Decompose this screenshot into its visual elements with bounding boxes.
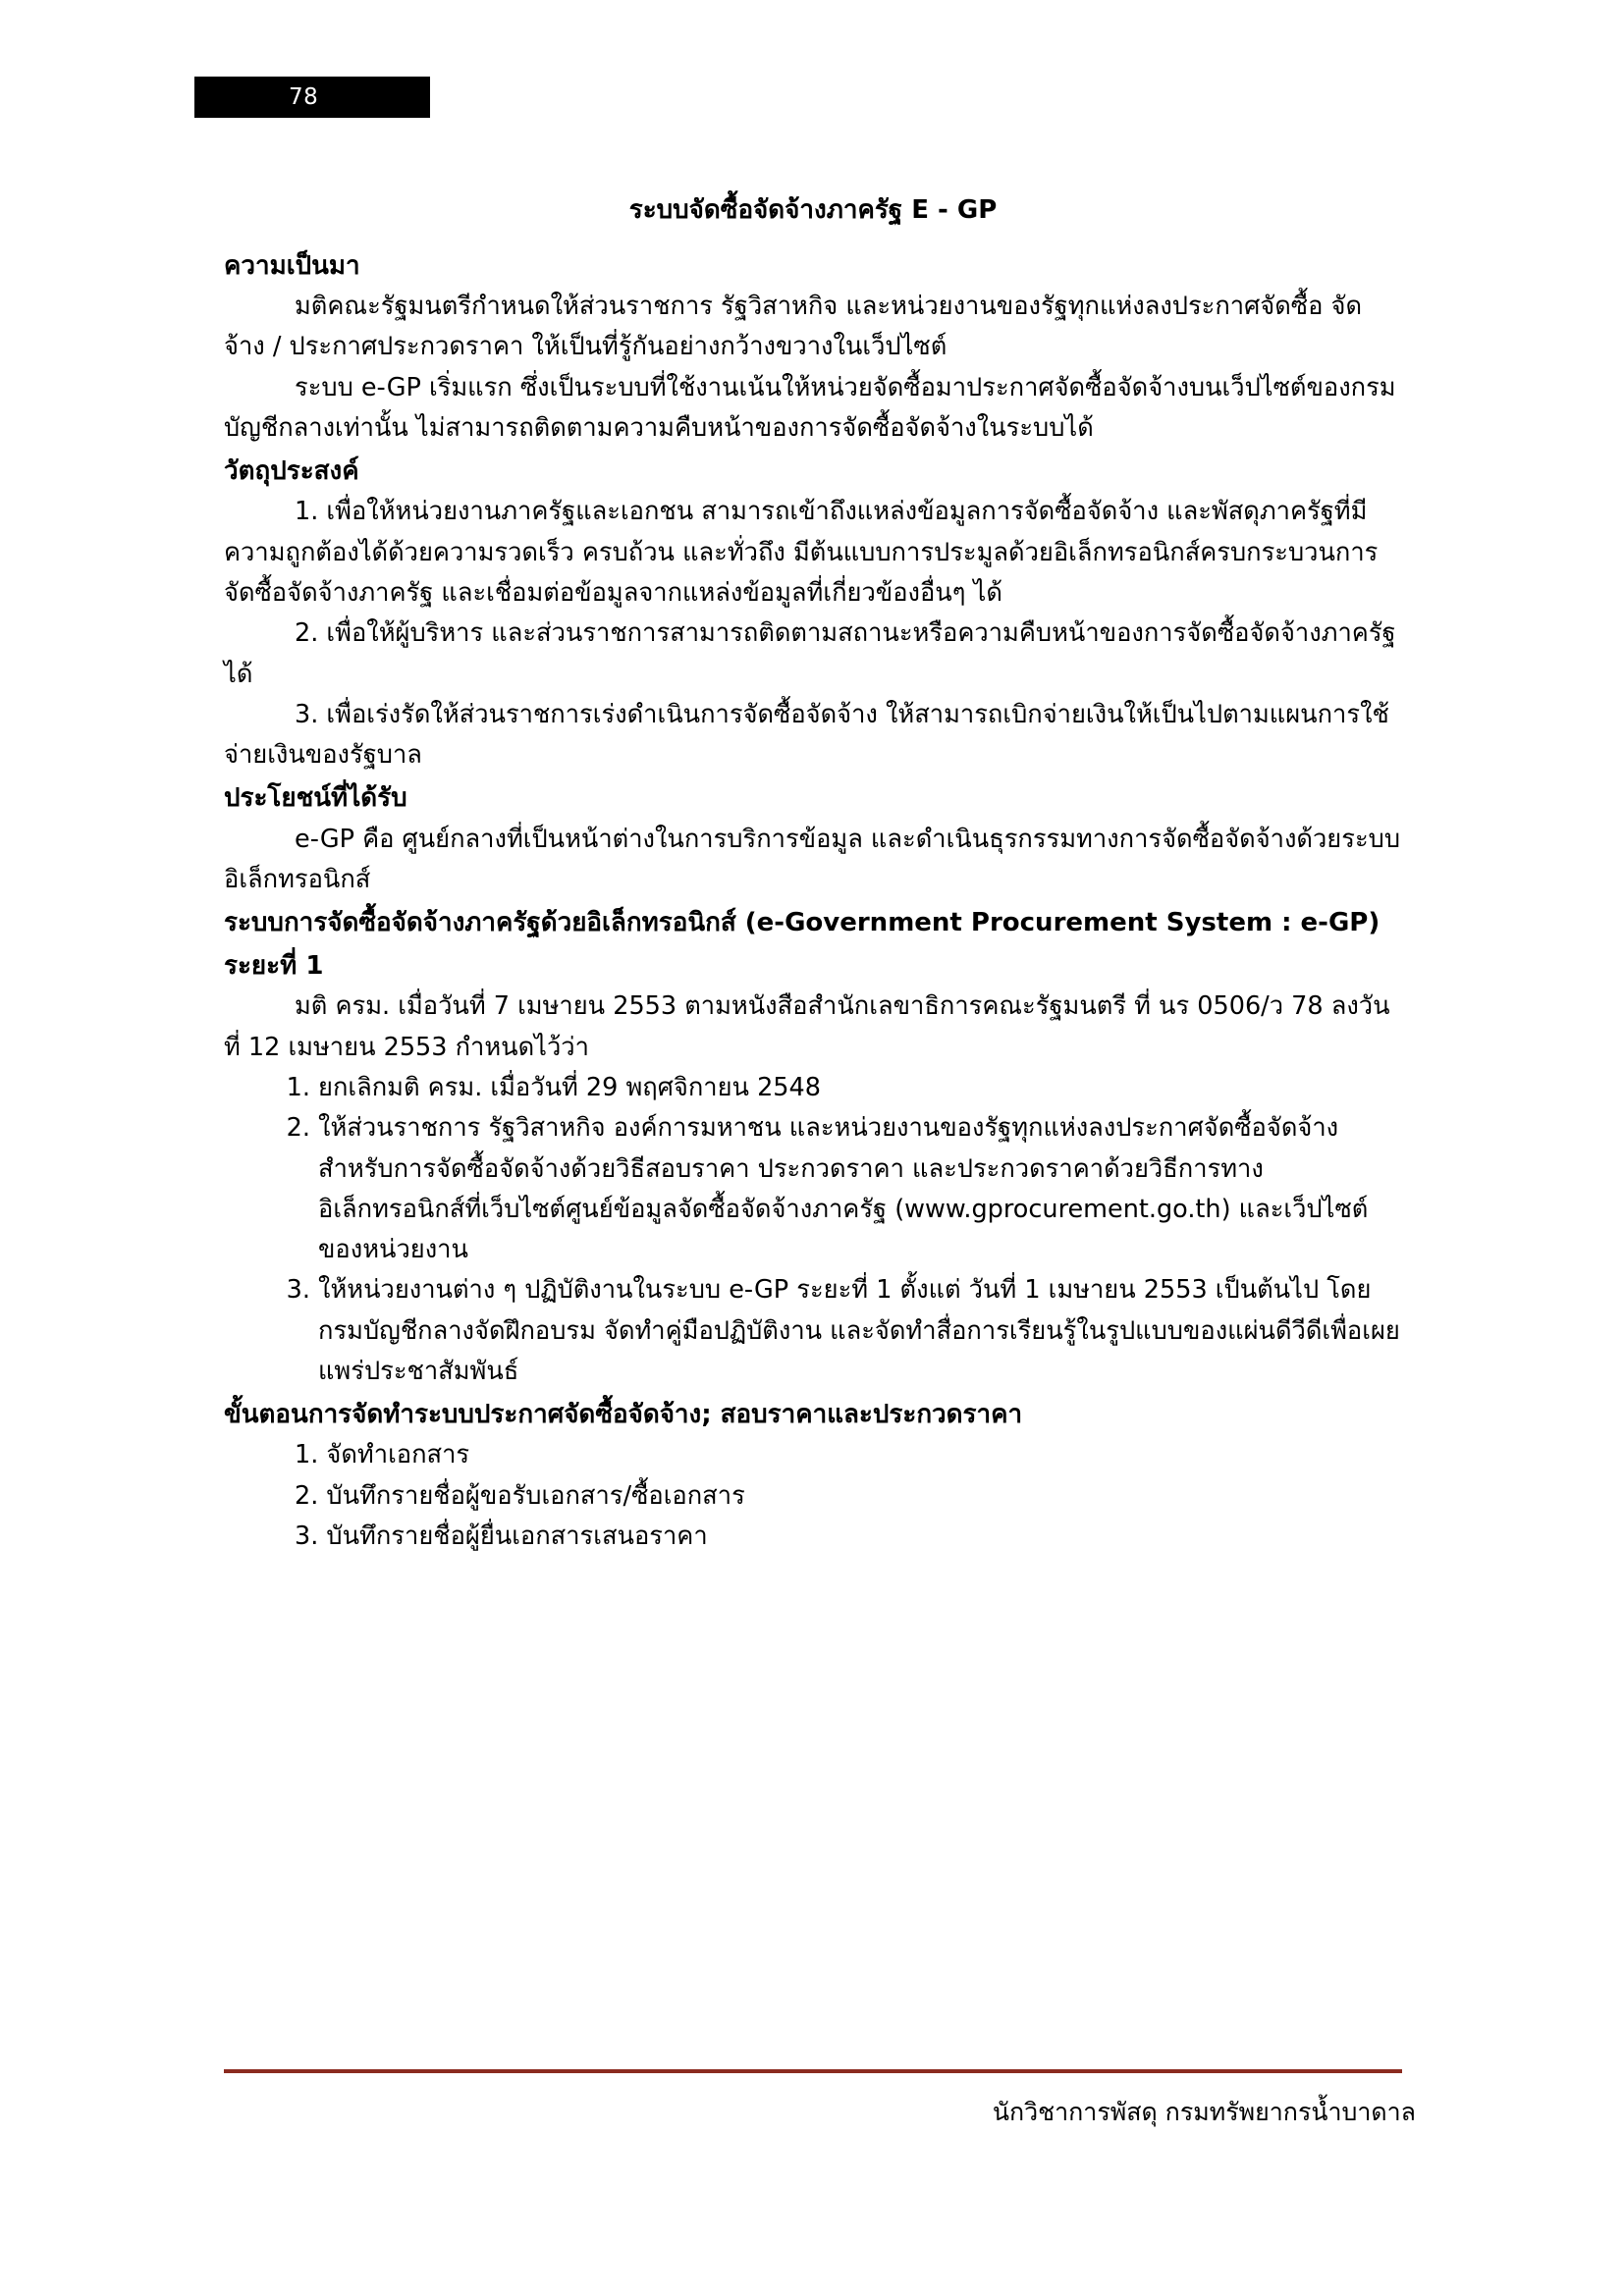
document-body <box>224 191 1402 1557</box>
paragraph-objective-1: 1. เพื่อให้หน่วยงานภาครัฐและเอกชน สามารถเข้าถึงแหล่งข้อมูลการจัดซื้อจัดจ้าง และพัสดุภาครัฐที่มีความถูกต้องได้ด้วยความรวดเร็ว ครบถ้วน และทั่วถึง มีต้นแบบการประมูลด้วยอิเล็กทรอนิกส์ครบกระบวนการจัดซื้อจัดจ้างภาครัฐ และเชื่อมต่อข้อมูลจากแหล่งข้อมูลที่เกี่ยวข้องอื่นๆ ได้ <box>224 497 1379 608</box>
steps-list <box>224 1435 1402 1557</box>
list-item <box>224 1270 1402 1392</box>
paragraph-background-2: ระบบ e-GP เริ่มแรก ซึ่งเป็นระบบที่ใช้งานเน้นให้หน่วยจัดซื้อมาประกาศจัดซื้อจัดจ้างบนเว็ปไซต์ของกรมบัญชีกลางเท่านั้น ไม่สามารถติดตามความคืบหน้าของการจัดซื้อจัดจ้างในระบบได้ <box>224 372 1396 443</box>
list-item <box>224 1068 1402 1108</box>
list-item-marker: 3. <box>286 1275 310 1306</box>
paragraph-background-1: มติคณะรัฐมนตรีกำหนดให้ส่วนราชการ รัฐวิสาหกิจ และหน่วยงานของรัฐทุกแห่งลงประกาศจัดซื้อ จัดจ้าง / ประกาศประกวดราคา ให้เป็นที่รู้กันอย่างกว้างขวางในเว็ปไซต์ <box>224 292 1363 362</box>
page-title: ระบบจัดซื้อจัดจ้างภาครัฐ E - GP <box>628 195 998 225</box>
paragraph-objective-2: 2. เพื่อให้ผู้บริหาร และส่วนราชการสามารถติดตามสถานะหรือความคืบหน้าของการจัดซื้อจัดจ้างภาครัฐได้ <box>224 618 1396 689</box>
footer-divider <box>224 2069 1402 2073</box>
heading-steps: ขั้นตอนการจัดทำระบบประกาศจัดซื้อจัดจ้าง; สอบราคาและประกวดราคา <box>224 1400 1023 1430</box>
list-item: 1. จัดทำเอกสาร <box>295 1440 470 1470</box>
heading-objectives: วัตถุประสงค์ <box>224 456 359 487</box>
heading-background: ความเป็นมา <box>224 251 360 281</box>
list-item: 3. บันทึกรายชื่อผู้ยื่นเอกสารเสนอราคา <box>295 1522 708 1552</box>
paragraph-objective-3: 3. เพื่อเร่งรัดให้ส่วนราชการเร่งดำเนินการจัดซื้อจัดจ้าง ให้สามารถเบิกจ่ายเงินให้เป็นไปตามแผนการใช้จ่ายเงินของรัฐบาล <box>224 699 1389 771</box>
heading-system: ระบบการจัดซื้อจัดจ้างภาครัฐด้วยอิเล็กทรอนิกส์ (e-Government Procurement System : e-GP) <box>224 908 1380 938</box>
phase-item-list <box>224 1068 1402 1392</box>
heading-benefits: ประโยชน์ที่ได้รับ <box>224 783 407 814</box>
footer-text: นักวิชาการพัสดุ กรมทรัพยากรน้ำบาดาล <box>992 2098 1416 2126</box>
paragraph-phase-intro: มติ ครม. เมื่อวันที่ 7 เมษายน 2553 ตามหนังสือสำนักเลขาธิการคณะรัฐมนตรี ที่ นร 0506/ว 78 ลงวันที่ 12 เมษายน 2553 กำหนดไว้ว่า <box>224 991 1390 1062</box>
heading-phase: ระยะที่ 1 <box>224 951 324 982</box>
paragraph-benefits-1: e-GP คือ ศูนย์กลางที่เป็นหน้าต่างในการบริการข้อมูล และดำเนินธุรกรรมทางการจัดซื้อจัดจ้างด้วยระบบอิเล็กทรอนิกส์ <box>224 824 1401 894</box>
list-item-marker: 2. <box>286 1113 310 1144</box>
list-item-text: ยกเลิกมติ ครม. เมื่อวันที่ 29 พฤศจิกายน 2548 <box>318 1073 821 1102</box>
list-item <box>224 1108 1402 1270</box>
list-item-text: ให้หน่วยงานต่าง ๆ ปฏิบัติงานในระบบ e-GP ระยะที่ 1 ตั้งแต่ วันที่ 1 เมษายน 2553 เป็นต้นไป โดยกรมบัญชีกลางจัดฝึกอบรม จัดทำคู่มือปฏิบัติงาน และจัดทำสื่อการเรียนรู้ในรูปแบบของแผ่นดีวีดีเพื่อเผยแพร่ประชาสัมพันธ์ <box>318 1275 1400 1387</box>
list-item-marker: 1. <box>286 1073 310 1102</box>
page-number-banner <box>194 77 430 118</box>
list-item: 2. บันทึกรายชื่อผู้ขอรับเอกสาร/ซื้อเอกสาร <box>295 1480 745 1511</box>
page-number: 78 <box>289 84 319 110</box>
list-item-text: ให้ส่วนราชการ รัฐวิสาหกิจ องค์การมหาชน และหน่วยงานของรัฐทุกแห่งลงประกาศจัดซื้อจัดจ้าง สำหรับการจัดซื้อจัดจ้างด้วยวิธีสอบราคา ประกวดราคา และประกวดราคาด้วยวิธีการทางอิเล็กทรอนิกส์ที่เว็บไซต์ศูนย์ข้อมูลจัดซื้อจัดจ้างภาครัฐ (www.gprocurement.go.th) และเว็ปไซต์ของหน่วยงาน <box>318 1113 1369 1265</box>
